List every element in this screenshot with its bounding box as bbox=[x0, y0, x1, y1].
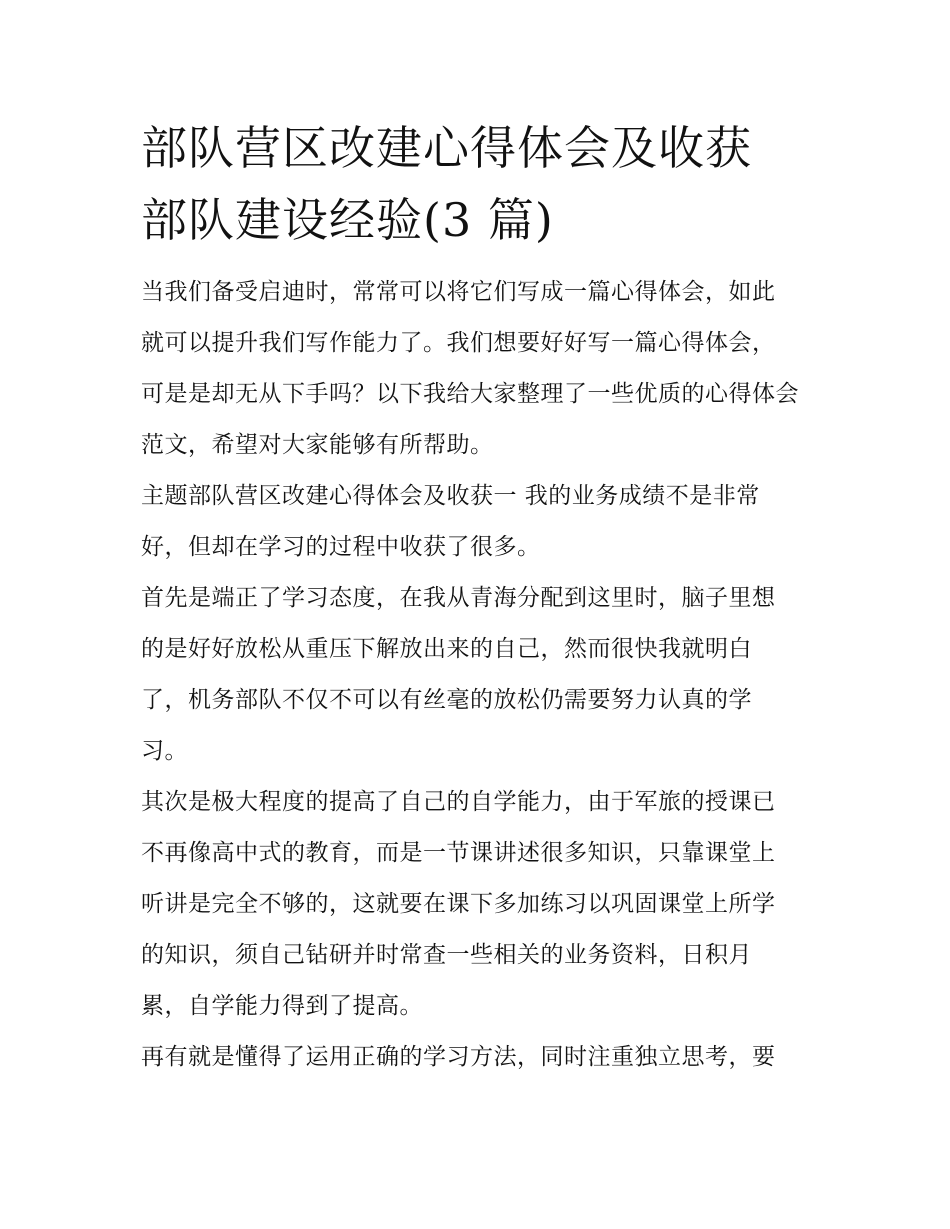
text-line: 首先是端正了学习态度，在我从青海分配到这里时，脑子里想 bbox=[141, 585, 776, 611]
title-line: 部队建设经验(3 篇) bbox=[141, 193, 554, 247]
text-line: 当我们备受启迪时，常常可以将它们写成一篇心得体会，如此 bbox=[141, 279, 776, 305]
paragraph-attitude bbox=[141, 573, 821, 777]
text-line: 其次是极大程度的提高了自己的自学能力，由于军旅的授课已 bbox=[141, 789, 776, 815]
text-line: 不再像高中式的教育，而是一节课讲述很多知识，只靠课堂上 bbox=[141, 840, 776, 866]
text-line: 可是是却无从下手吗？以下我给大家整理了一些优质的心得体会 bbox=[141, 381, 799, 407]
text-line: 好，但却在学习的过程中收获了很多。 bbox=[141, 534, 541, 560]
text-line: 习。 bbox=[141, 738, 188, 764]
text-line: 听讲是完全不够的，这就要在课下多加练习以巩固课堂上所学 bbox=[141, 891, 776, 917]
text-line: 主题部队营区改建心得体会及收获一 我的业务成绩不是非常 bbox=[141, 483, 760, 509]
document-title bbox=[141, 112, 821, 256]
text-line: 累，自学能力得到了提高。 bbox=[141, 993, 423, 1019]
paragraph-method bbox=[141, 1032, 821, 1083]
title-line: 部队营区改建心得体会及收获 bbox=[141, 121, 752, 175]
text-line: 再有就是懂得了运用正确的学习方法，同时注重独立思考，要 bbox=[141, 1044, 776, 1070]
document-body bbox=[141, 112, 821, 1083]
paragraph-intro bbox=[141, 267, 821, 471]
paragraph-self-study bbox=[141, 777, 821, 1032]
text-line: 的知识，须自己钻研并时常查一些相关的业务资料，日积月 bbox=[141, 942, 752, 968]
text-line: 范文，希望对大家能够有所帮助。 bbox=[141, 432, 494, 458]
text-line: 的是好好放松从重压下解放出来的自己，然而很快我就明白 bbox=[141, 636, 752, 662]
text-line: 了，机务部队不仅不可以有丝毫的放松仍需要努力认真的学 bbox=[141, 687, 752, 713]
text-line: 就可以提升我们写作能力了。我们想要好好写一篇心得体会， bbox=[141, 330, 776, 356]
paragraph-topic bbox=[141, 471, 821, 573]
